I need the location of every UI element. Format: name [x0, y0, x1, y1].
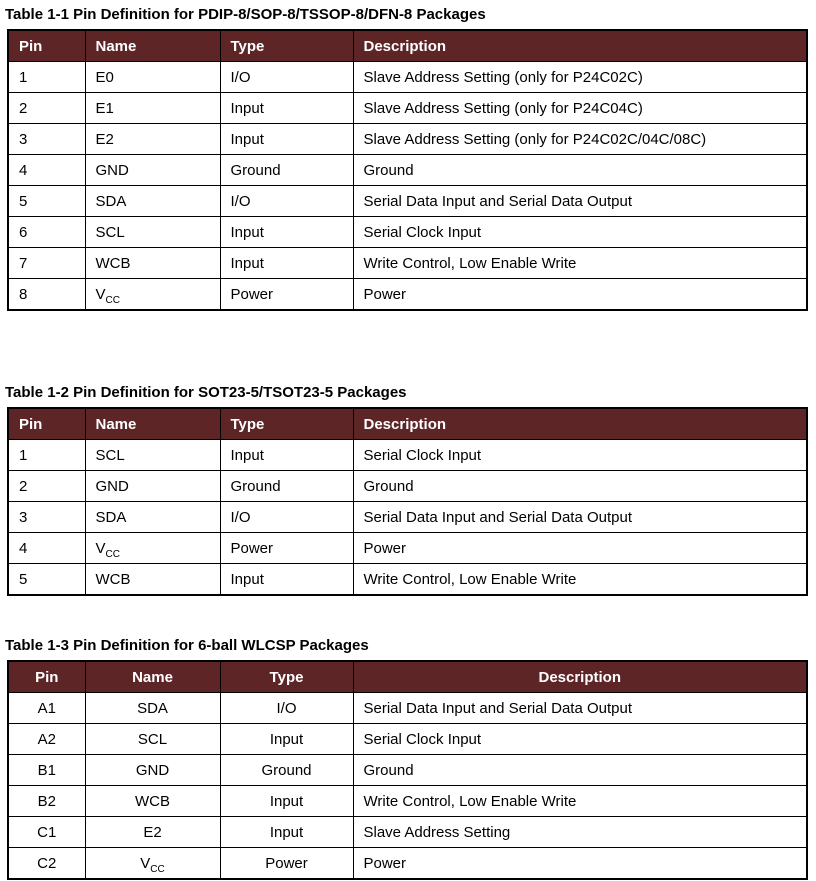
table-row: [8, 93, 807, 124]
cell-description: Slave Address Setting (only for P24C02C): [353, 62, 807, 93]
cell-name: $V_{CC}$: [85, 848, 220, 880]
cell-type: I/O: [220, 62, 353, 93]
table-row: [8, 155, 807, 186]
table-row: [8, 62, 807, 93]
table-row: [8, 217, 807, 248]
pin-definition-table-sot23: [7, 407, 808, 596]
cell-pin: 8: [8, 279, 85, 311]
cell-pin: 5: [8, 564, 85, 596]
header-cell-type: Type: [220, 408, 353, 440]
cell-name: SCL: [85, 217, 220, 248]
header-cell-name: Name: [85, 408, 220, 440]
cell-type: Input: [220, 724, 353, 755]
header-cell-pin: Pin: [8, 661, 85, 693]
table-row: [8, 440, 807, 471]
cell-pin: 6: [8, 217, 85, 248]
table-title: Table 1-1 Pin Definition for PDIP-8/SOP-8/TSSOP-8/DFN-8 Packages: [5, 6, 486, 23]
cell-description: Slave Address Setting (only for P24C04C): [353, 93, 807, 124]
cell-pin: 4: [8, 533, 85, 564]
table-row: [8, 124, 807, 155]
table-row: [8, 471, 807, 502]
header-cell-name: Name: [85, 30, 220, 62]
cell-type: I/O: [220, 693, 353, 724]
header-cell-description: Description: [353, 30, 807, 62]
cell-type: Power: [220, 848, 353, 880]
header-cell-type: Type: [220, 661, 353, 693]
cell-name: WCB: [85, 564, 220, 596]
cell-pin: 1: [8, 440, 85, 471]
section-table-1-1: [0, 7, 816, 311]
table-header-row: [8, 661, 807, 693]
cell-name: E2: [85, 124, 220, 155]
cell-type: Power: [220, 533, 353, 564]
table-row: [8, 533, 807, 564]
cell-description: Power: [353, 533, 807, 564]
cell-type: Power: [220, 279, 353, 311]
cell-name: WCB: [85, 786, 220, 817]
cell-description: Serial Clock Input: [353, 440, 807, 471]
cell-pin: A2: [8, 724, 85, 755]
cell-type: Input: [220, 248, 353, 279]
cell-type: Input: [220, 786, 353, 817]
table-row: [8, 564, 807, 596]
cell-type: Ground: [220, 471, 353, 502]
pin-definition-table-wlcsp: [7, 660, 808, 880]
cell-pin: 4: [8, 155, 85, 186]
cell-pin: C1: [8, 817, 85, 848]
table-header-row: [8, 408, 807, 440]
cell-pin: 3: [8, 502, 85, 533]
cell-description: Serial Data Input and Serial Data Output: [353, 502, 807, 533]
cell-description: Slave Address Setting: [353, 817, 807, 848]
table-row: [8, 248, 807, 279]
table-row: [8, 724, 807, 755]
table-row: [8, 786, 807, 817]
table-title: Table 1-3 Pin Definition for 6-ball WLCSP Packages: [5, 637, 369, 654]
cell-name: SDA: [85, 186, 220, 217]
cell-name: SDA: [85, 502, 220, 533]
cell-type: Ground: [220, 155, 353, 186]
table-row: [8, 817, 807, 848]
table-row: [8, 279, 807, 311]
pin-definition-table-pdip: [7, 29, 808, 311]
cell-pin: B2: [8, 786, 85, 817]
cell-type: Input: [220, 564, 353, 596]
cell-description: Write Control, Low Enable Write: [353, 564, 807, 596]
cell-description: Serial Clock Input: [353, 724, 807, 755]
header-cell-description: Description: [353, 661, 807, 693]
cell-name: SDA: [85, 693, 220, 724]
cell-type: Input: [220, 217, 353, 248]
cell-pin: 3: [8, 124, 85, 155]
cell-name: E1: [85, 93, 220, 124]
cell-description: Serial Data Input and Serial Data Output: [353, 693, 807, 724]
cell-description: Ground: [353, 471, 807, 502]
header-cell-type: Type: [220, 30, 353, 62]
cell-description: Power: [353, 279, 807, 311]
cell-type: I/O: [220, 186, 353, 217]
cell-pin: 2: [8, 471, 85, 502]
cell-name: E2: [85, 817, 220, 848]
header-cell-pin: Pin: [8, 408, 85, 440]
table-row: [8, 755, 807, 786]
cell-pin: 1: [8, 62, 85, 93]
cell-name: E0: [85, 62, 220, 93]
table-title: Table 1-2 Pin Definition for SOT23-5/TSOT23-5 Packages: [5, 384, 407, 401]
cell-pin: C2: [8, 848, 85, 880]
cell-pin: 2: [8, 93, 85, 124]
table-row: [8, 186, 807, 217]
table-row: [8, 693, 807, 724]
cell-description: Ground: [353, 755, 807, 786]
cell-name: $V_{CC}$: [85, 279, 220, 311]
cell-description: Power: [353, 848, 807, 880]
header-cell-name: Name: [85, 661, 220, 693]
cell-description: Ground: [353, 155, 807, 186]
section-table-1-3: [0, 638, 816, 880]
table-header-row: [8, 30, 807, 62]
cell-pin: 7: [8, 248, 85, 279]
table-row: [8, 848, 807, 880]
cell-name: SCL: [85, 724, 220, 755]
cell-type: Ground: [220, 755, 353, 786]
cell-pin: B1: [8, 755, 85, 786]
cell-description: Serial Data Input and Serial Data Output: [353, 186, 807, 217]
cell-name: WCB: [85, 248, 220, 279]
cell-description: Serial Clock Input: [353, 217, 807, 248]
header-cell-description: Description: [353, 408, 807, 440]
cell-name: GND: [85, 155, 220, 186]
cell-pin: 5: [8, 186, 85, 217]
cell-name: SCL: [85, 440, 220, 471]
cell-type: Input: [220, 124, 353, 155]
cell-type: Input: [220, 817, 353, 848]
cell-description: Write Control, Low Enable Write: [353, 786, 807, 817]
cell-pin: A1: [8, 693, 85, 724]
cell-type: I/O: [220, 502, 353, 533]
cell-type: Input: [220, 440, 353, 471]
cell-name: $V_{CC}$: [85, 533, 220, 564]
header-cell-pin: Pin: [8, 30, 85, 62]
cell-description: Write Control, Low Enable Write: [353, 248, 807, 279]
cell-name: GND: [85, 755, 220, 786]
table-row: [8, 502, 807, 533]
cell-description: Slave Address Setting (only for P24C02C/04C/08C): [353, 124, 807, 155]
cell-type: Input: [220, 93, 353, 124]
section-table-1-2: [0, 385, 816, 596]
cell-name: GND: [85, 471, 220, 502]
